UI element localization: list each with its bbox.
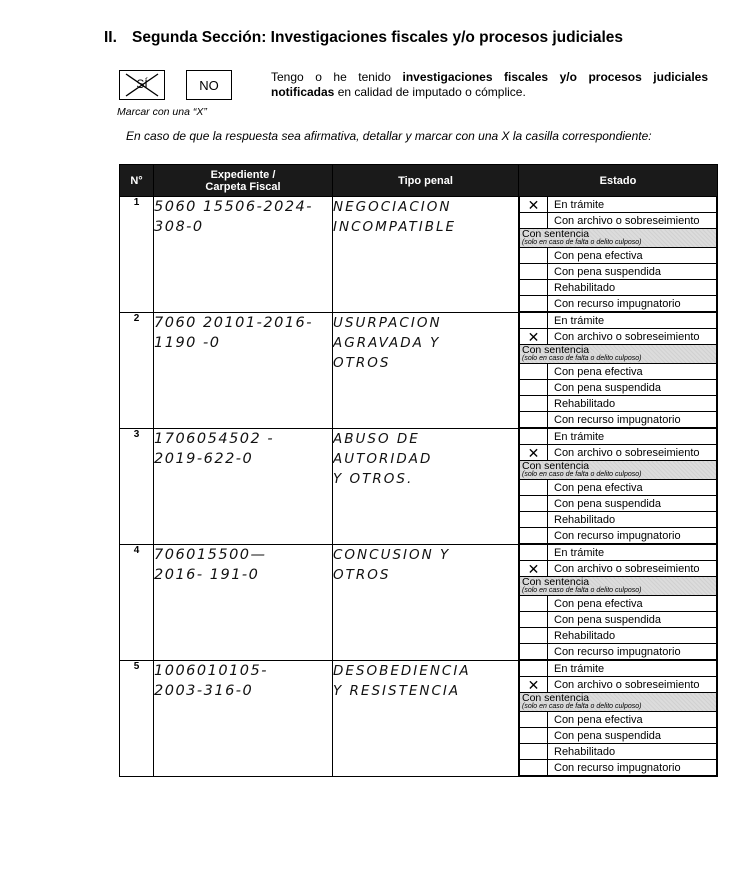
label-archivo: Con archivo o sobreseimiento	[548, 561, 717, 577]
label-archivo: Con archivo o sobreseimiento	[548, 677, 717, 693]
label-sentencia	[520, 345, 717, 364]
table-row	[120, 197, 718, 313]
row-number: 2	[120, 313, 154, 429]
x-mark-icon: ✕	[527, 444, 540, 461]
no-label: NO	[199, 77, 219, 93]
label-tramite: En trámite	[548, 197, 717, 213]
x-mark-icon: ✕	[527, 560, 540, 577]
statement-pre: Tengo o he tenido	[271, 70, 403, 84]
estado-cell	[519, 545, 718, 661]
sentencia-note: (solo en caso de falta o delito culposo)	[522, 587, 642, 594]
label-efectiva: Con pena efectiva	[548, 712, 717, 728]
label-efectiva: Con pena efectiva	[548, 596, 717, 612]
expediente-value: 706015500— 2016- 191-0	[154, 545, 333, 661]
checkbox-tramite[interactable]	[520, 545, 548, 561]
checkbox-recurso[interactable]	[520, 296, 548, 312]
checkbox-suspendida[interactable]	[520, 728, 548, 744]
label-tramite: En trámite	[548, 313, 717, 329]
label-tramite: En trámite	[548, 429, 717, 445]
label-tramite: En trámite	[548, 661, 717, 677]
label-archivo: Con archivo o sobreseimiento	[548, 213, 717, 229]
checkbox-tramite[interactable]	[520, 429, 548, 445]
estado-cell	[519, 661, 718, 777]
investigations-table	[119, 164, 718, 777]
checkbox-rehabilitado[interactable]	[520, 744, 548, 760]
label-rehabilitado: Rehabilitado	[548, 396, 717, 412]
marcar-note: Marcar con una “X”	[117, 106, 207, 118]
header-expediente: Expediente / Carpeta Fiscal	[154, 165, 333, 197]
label-suspendida: Con pena suspendida	[548, 380, 717, 396]
checkbox-efectiva[interactable]	[520, 364, 548, 380]
row-number: 5	[120, 661, 154, 777]
instruction-text: En caso de que la respuesta sea afirmativa, detallar y marcar con una X la casilla correspondiente:	[126, 129, 652, 143]
label-recurso: Con recurso impugnatorio	[548, 296, 717, 312]
checkbox-tramite[interactable]	[520, 661, 548, 677]
label-suspendida: Con pena suspendida	[548, 496, 717, 512]
sentencia-title: Con sentencia	[522, 576, 590, 588]
label-rehabilitado: Rehabilitado	[548, 744, 717, 760]
expediente-value: 1006010105- 2003-316-0	[154, 661, 333, 777]
header-estado: Estado	[519, 165, 718, 197]
label-sentencia	[520, 461, 717, 480]
section-title	[104, 29, 623, 47]
checkbox-tramite[interactable]	[520, 313, 548, 329]
checkbox-efectiva[interactable]	[520, 248, 548, 264]
statement-bold: investigaciones fiscales y/o procesos judiciales notificadas	[271, 70, 708, 99]
expediente-value: 5060 15506-2024- 308-0	[154, 197, 333, 313]
row-number: 4	[120, 545, 154, 661]
label-suspendida: Con pena suspendida	[548, 264, 717, 280]
checkbox-rehabilitado[interactable]	[520, 512, 548, 528]
expediente-value: 7060 20101-2016- 1190 -0	[154, 313, 333, 429]
checkbox-efectiva[interactable]	[520, 480, 548, 496]
label-suspendida: Con pena suspendida	[548, 728, 717, 744]
checkbox-suspendida[interactable]	[520, 496, 548, 512]
table-row	[120, 545, 718, 661]
label-rehabilitado: Rehabilitado	[548, 628, 717, 644]
x-mark-icon: ✕	[527, 676, 540, 693]
estado-options	[519, 197, 717, 312]
label-sentencia	[520, 577, 717, 596]
label-recurso: Con recurso impugnatorio	[548, 412, 717, 428]
sentencia-note: (solo en caso de falta o delito culposo)	[522, 471, 642, 478]
tipo-penal-value: DESOBEDIENCIA Y RESISTENCIA	[333, 661, 519, 777]
label-efectiva: Con pena efectiva	[548, 364, 717, 380]
label-rehabilitado: Rehabilitado	[548, 280, 717, 296]
label-recurso: Con recurso impugnatorio	[548, 528, 717, 544]
checkbox-suspendida[interactable]	[520, 264, 548, 280]
expediente-value: 1706054502 - 2019-622-0	[154, 429, 333, 545]
tipo-penal-value: CONCUSION Y OTROS	[333, 545, 519, 661]
estado-cell	[519, 313, 718, 429]
checkbox-archivo[interactable]	[520, 445, 548, 461]
estado-options	[519, 545, 717, 660]
sentencia-note: (solo en caso de falta o delito culposo)	[522, 703, 642, 710]
header-num: N°	[120, 165, 154, 197]
table-row	[120, 313, 718, 429]
sentencia-note: (solo en caso de falta o delito culposo)	[522, 239, 642, 246]
section-number: II.	[104, 29, 117, 46]
tipo-penal-value: ABUSO DE AUTORIDAD Y OTROS.	[333, 429, 519, 545]
label-archivo: Con archivo o sobreseimiento	[548, 329, 717, 345]
declaration-statement	[271, 70, 708, 100]
checkbox-recurso[interactable]	[520, 528, 548, 544]
checkbox-rehabilitado[interactable]	[520, 280, 548, 296]
checkbox-archivo[interactable]	[520, 561, 548, 577]
checkbox-recurso[interactable]	[520, 412, 548, 428]
label-recurso: Con recurso impugnatorio	[548, 760, 717, 776]
x-mark-icon: ✕	[527, 328, 540, 345]
row-number: 1	[120, 197, 154, 313]
checkbox-archivo[interactable]	[520, 329, 548, 345]
si-checkbox[interactable]	[119, 70, 165, 100]
label-sentencia	[520, 229, 717, 248]
estado-options	[519, 661, 717, 776]
checkbox-recurso[interactable]	[520, 760, 548, 776]
label-rehabilitado: Rehabilitado	[548, 512, 717, 528]
checkbox-tramite[interactable]	[520, 197, 548, 213]
row-number: 3	[120, 429, 154, 545]
estado-cell	[519, 429, 718, 545]
sentencia-title: Con sentencia	[522, 460, 590, 472]
sentencia-title: Con sentencia	[522, 228, 590, 240]
checkbox-archivo[interactable]	[520, 677, 548, 693]
no-checkbox[interactable]	[186, 70, 232, 100]
x-mark-icon: ✕	[527, 196, 540, 213]
sentencia-note: (solo en caso de falta o delito culposo)	[522, 355, 642, 362]
checkbox-efectiva[interactable]	[520, 596, 548, 612]
table-row	[120, 429, 718, 545]
checkbox-suspendida[interactable]	[520, 380, 548, 396]
estado-options	[519, 429, 717, 544]
estado-options	[519, 313, 717, 428]
tipo-penal-value: NEGOCIACION INCOMPATIBLE	[333, 197, 519, 313]
label-recurso: Con recurso impugnatorio	[548, 644, 717, 660]
label-sentencia	[520, 693, 717, 712]
estado-cell	[519, 197, 718, 313]
checkbox-rehabilitado[interactable]	[520, 396, 548, 412]
label-archivo: Con archivo o sobreseimiento	[548, 445, 717, 461]
si-label: SÍ	[136, 77, 148, 91]
label-efectiva: Con pena efectiva	[548, 480, 717, 496]
checkbox-suspendida[interactable]	[520, 612, 548, 628]
checkbox-efectiva[interactable]	[520, 712, 548, 728]
table-header-row	[120, 165, 718, 197]
x-mark-icon	[120, 71, 164, 99]
tipo-penal-value: USURPACION AGRAVADA Y OTROS	[333, 313, 519, 429]
header-tipo: Tipo penal	[333, 165, 519, 197]
sentencia-title: Con sentencia	[522, 344, 590, 356]
label-efectiva: Con pena efectiva	[548, 248, 717, 264]
checkbox-rehabilitado[interactable]	[520, 628, 548, 644]
statement-post: en calidad de imputado o cómplice.	[334, 85, 526, 99]
label-tramite: En trámite	[548, 545, 717, 561]
table-row	[120, 661, 718, 777]
checkbox-recurso[interactable]	[520, 644, 548, 660]
section-title-text: Segunda Sección: Investigaciones fiscales y/o procesos judiciales	[132, 29, 624, 46]
sentencia-title: Con sentencia	[522, 692, 590, 704]
checkbox-archivo[interactable]	[520, 213, 548, 229]
label-suspendida: Con pena suspendida	[548, 612, 717, 628]
